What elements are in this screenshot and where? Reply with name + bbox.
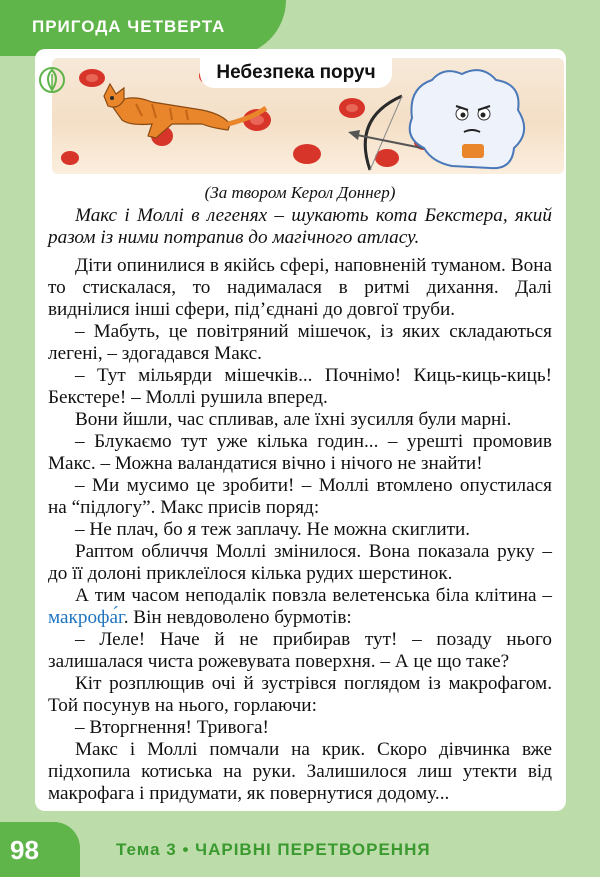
leaf-icon xyxy=(38,64,66,96)
page-number: 98 xyxy=(10,835,39,865)
story-paragraph: – Тут мільярди мішечків... Почнімо! Киць-киць-киць! Бекстере! – Моллі рушила вперед. xyxy=(48,365,552,408)
story-paragraph: Макс і Моллі помчали на крик. Скоро дівчинка вже підхопила котиська на руки. Залишилося лиш утекти від макрофага і придумати, як повернутися додому... xyxy=(48,739,552,804)
topic-label: Тема 3 • ЧАРІВНІ ПЕРЕТВОРЕННЯ xyxy=(116,840,431,859)
macro-text-before: А тим часом неподалік повзла велетенська біла клітина – xyxy=(75,585,552,606)
story-paragraph: – Блукаємо тут уже кілька годин... – урешті промовив Макс. – Можна валандатися вічно і нічого не знайти! xyxy=(48,431,552,474)
story-paragraph: – Леле! Наче й не прибирав тут! – позаду нього залишалася чиста рожевувата поверхня. – А це що таке? xyxy=(48,629,552,672)
glossary-term-macrophage[interactable]: макрофа́г xyxy=(48,607,124,628)
macrophage-illustration xyxy=(410,70,524,168)
macro-text-after: . Він невдоволено бурмотів: xyxy=(123,607,352,628)
story-title-box xyxy=(200,58,392,88)
story-attribution: (За твором Керол Доннер) xyxy=(204,183,396,202)
story-intro: Макс і Моллі в легенях – шукають кота Бекстера, який разом із ними потрапив до магічного атласу. xyxy=(48,205,552,248)
story-title: Небезпека поруч xyxy=(216,62,376,83)
cat-illustration xyxy=(104,84,266,138)
story-paragraph: – Мабуть, це повітряний мішечок, із яких складаються легені, – здогадався Макс. xyxy=(48,321,552,364)
story-text xyxy=(48,205,552,805)
story-paragraph: Кіт розплющив очі й зустрівся поглядом із макрофагом. Той посунув на нього, горлаючи: xyxy=(48,673,552,716)
chapter-title: ПРИГОДА ЧЕТВЕРТА xyxy=(32,17,226,36)
story-paragraph: Вони йшли, час спливав, але їхні зусилля були марні. xyxy=(75,409,512,430)
story-paragraph: Діти опинилися в якійсь сфері, наповненій туманом. Вона то стискалася, то надималася в ритмі дихання. Далі виднілися інші сфери, під’єднані до довгої труби. xyxy=(48,255,552,320)
story-paragraph: Раптом обличчя Моллі змінилося. Вона показала руку – до її долоні приклеїлося кілька рудих шерстинок. xyxy=(48,541,552,584)
story-paragraph-macrophage xyxy=(48,585,552,629)
story-paragraph: – Вторгнення! Тривога! xyxy=(75,717,269,738)
story-paragraph: – Не плач, бо я теж заплачу. Не можна скиглити. xyxy=(75,519,471,540)
story-paragraph: – Ми мусимо це зробити! – Моллі втомлено опустилася на “підлогу”. Макс присів поряд: xyxy=(48,475,552,518)
